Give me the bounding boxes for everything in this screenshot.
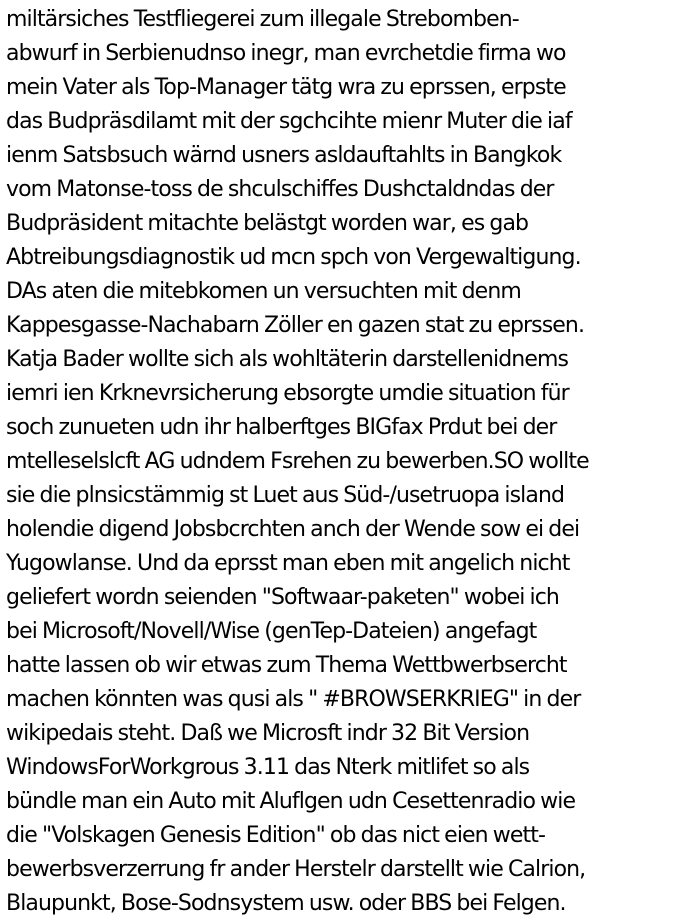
document-body <box>6 3 682 921</box>
text-line-27: Blaupunkt, Bose-Sodnsystem usw. oder BBS bei Felgen. <box>6 891 566 916</box>
text-line-10: Kappesgasse-Nachabarn Zöller en gazen stat zu eprssen. <box>6 313 585 338</box>
text-line-11: Katja Bader wollte sich als wohltäterin darstellenidnems <box>6 347 569 372</box>
text-line-26: bewerbsverzerrung fr ander Herstelr darstellt wie Calrion, <box>6 857 586 882</box>
text-line-14: mtelleselslcft AG udndem Fsrehen zu bewerben.SO wollte <box>6 449 589 474</box>
text-line-25: die "Volskagen Genesis Edition" ob das nict eien wett- <box>6 823 546 848</box>
text-line-19: bei Microsoft/Novell/Wise (genTep-Dateien) angefagt <box>6 619 537 644</box>
text-line-18: geliefert wordn seienden "Softwaar-paketen" wobei ich <box>6 585 559 610</box>
text-line-8: Abtreibungsdiagnostik ud mcn spch von Vergewaltigung. <box>6 245 581 270</box>
text-line-1: miltärsiches Testfliegerei zum illegale Strebomben- <box>6 7 519 32</box>
text-line-15: sie die plnsicstämmig st Luet aus Süd-/usetruopa island <box>6 483 565 508</box>
text-line-17: Yugowlanse. Und da eprsst man eben mit angelich nicht <box>6 551 570 576</box>
text-line-6: vom Matonse-toss de shculschiffes Dushctaldndas der <box>6 177 554 202</box>
text-line-2: abwurf in Serbienudnso inegr, man evrchetdie firma wo <box>6 41 566 66</box>
text-line-5: ienm Satsbsuch wärnd usners asldauftahlts in Bangkok <box>6 143 562 168</box>
text-line-4: das Budpräsdilamt mit der sgchcihte mienr Muter die iaf <box>6 109 572 134</box>
text-line-21: machen könnten was qusi als " #BROWSERKRIEG" in der <box>6 687 581 712</box>
text-line-23: WindowsForWorkgrous 3.11 das Nterk mitlifet so als <box>6 755 530 780</box>
text-line-24: bündle man ein Auto mit Aluflgen udn Cesettenradio wie <box>6 789 576 814</box>
text-line-22: wikipedais steht. Daß we Microsft indr 32 Bit Version <box>6 721 530 746</box>
text-line-9: DAs aten die mitebkomen un versuchten mit denm <box>6 279 521 304</box>
text-line-12: iemri ien Krknevrsicherung ebsorgte umdie situation für <box>6 381 569 406</box>
text-line-13: soch zunueten udn ihr halberftges BIGfax Prdut bei der <box>6 415 557 440</box>
text-line-20: hatte lassen ob wir etwas zum Thema Wettbwerbsercht <box>6 653 567 678</box>
text-line-7: Budpräsident mitachte belästgt worden war, es gab <box>6 211 529 236</box>
text-line-3: mein Vater als Top-Manager tätg wra zu eprssen, erpste <box>6 75 566 100</box>
text-line-16: holendie digend Jobsbcrchten anch der Wende sow ei dei <box>6 517 580 542</box>
